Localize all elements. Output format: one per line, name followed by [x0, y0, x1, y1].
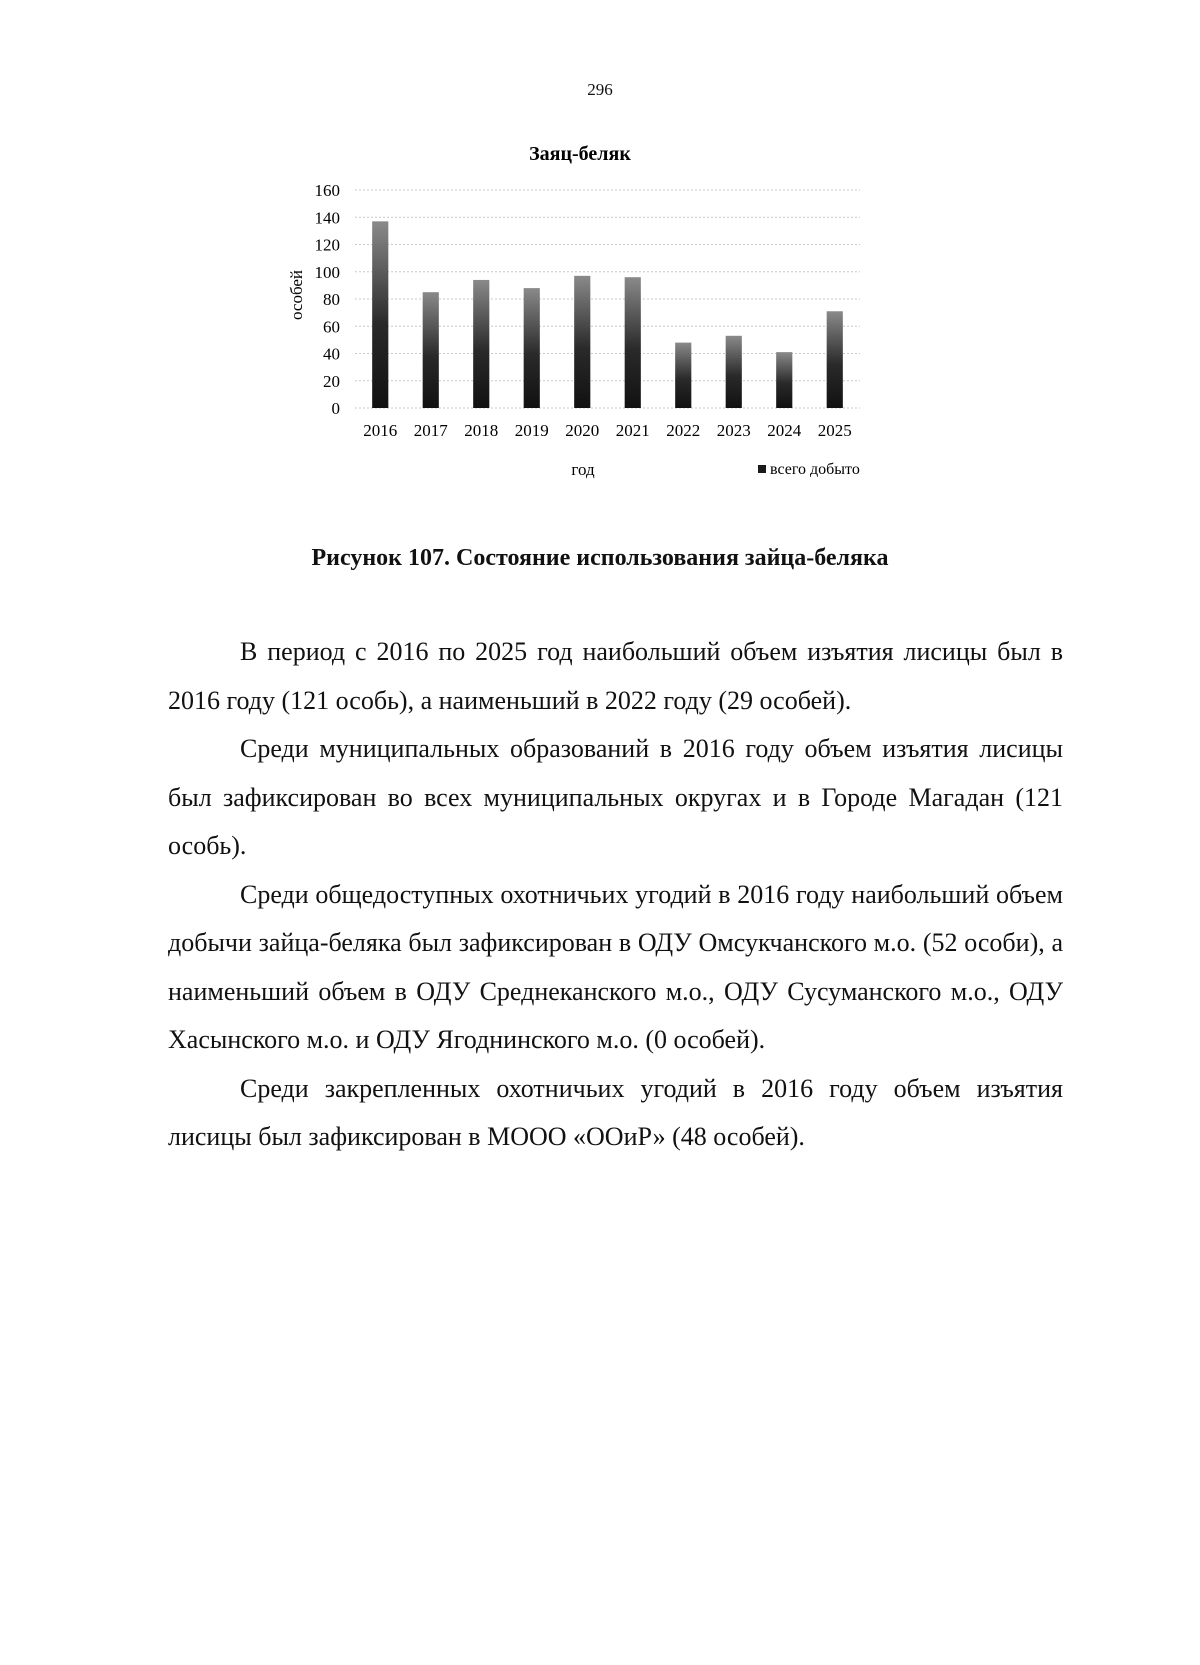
y-tick-label: 140	[314, 208, 340, 228]
bar-2025	[827, 311, 843, 408]
x-tick-label: 2024	[767, 421, 802, 440]
paragraph: В период с 2016 по 2025 год наибольший объем изъятия лисицы был в 2016 году (121 особь), а наименьший в 2022 году (29 особей).	[168, 637, 1063, 715]
paragraph: Среди закрепленных охотничьих угодий в 2016 году объем изъятия лисицы был зафиксирован в МООО «ООиР» (48 особей).	[168, 1073, 1063, 1151]
chart-title: Заяц-беляк	[529, 143, 631, 165]
y-tick-label: 20	[323, 371, 340, 391]
bar-2017	[423, 292, 439, 408]
bar-2023	[726, 336, 742, 408]
bar-2018	[473, 280, 489, 408]
bar-2019	[524, 288, 540, 408]
page-number: 296	[587, 80, 613, 99]
x-tick-label: 2025	[817, 421, 852, 440]
legend-label: всего добыто	[770, 461, 860, 478]
x-tick-label: 2019	[514, 421, 549, 440]
y-tick-label: 80	[323, 290, 340, 309]
y-tick-label: 60	[323, 317, 340, 337]
bar-2020	[574, 276, 590, 408]
bar-2022	[675, 343, 691, 408]
y-tick-labels	[315, 181, 341, 418]
y-tick-label: 160	[314, 181, 340, 200]
x-tick-label: 2018	[464, 421, 499, 440]
legend-marker	[758, 465, 766, 473]
x-tick-label: 2017	[413, 421, 448, 440]
y-tick-label: 120	[314, 235, 340, 255]
bar-2024	[776, 352, 792, 408]
x-tick-label: 2023	[716, 421, 751, 440]
figure-caption: Рисунок 107. Состояние использования зайца-беляка	[311, 545, 889, 571]
paragraph: Среди муниципальных образований в 2016 году объем изъятия лисицы был зафиксирован во всех муниципальных округах и в Городе Магадан (121 особь).	[168, 734, 1063, 860]
body-text	[168, 628, 1063, 1162]
y-tick-label: 100	[314, 262, 340, 282]
chart-svg	[280, 140, 930, 520]
paragraph: Среди общедоступных охотничьих угодий в 2016 году наибольший объем добычи зайца-беляка был зафиксирован в ОДУ Омсукчанского м.о. (52 особи), а наименьший объем в ОДУ Среднеканского м.о., ОДУ Сусуманского м.о., ОДУ Хасынского м.о. и ОДУ Ягоднинского м.о. (0 особей).	[168, 879, 1063, 1054]
y-axis-label: особей	[287, 269, 306, 321]
x-tick-label: 2021	[615, 421, 650, 440]
x-tick-label: 2020	[565, 421, 600, 440]
y-tick-label: 0	[331, 399, 340, 418]
bars	[372, 221, 843, 408]
bar-2016	[372, 221, 388, 408]
x-axis-label: год	[571, 460, 595, 479]
x-tick-label: 2016	[363, 421, 398, 440]
y-tick-label: 40	[323, 344, 340, 364]
bar-chart	[280, 140, 930, 520]
x-tick-labels	[363, 421, 852, 440]
bar-2021	[625, 277, 641, 408]
x-tick-label: 2022	[666, 421, 701, 440]
